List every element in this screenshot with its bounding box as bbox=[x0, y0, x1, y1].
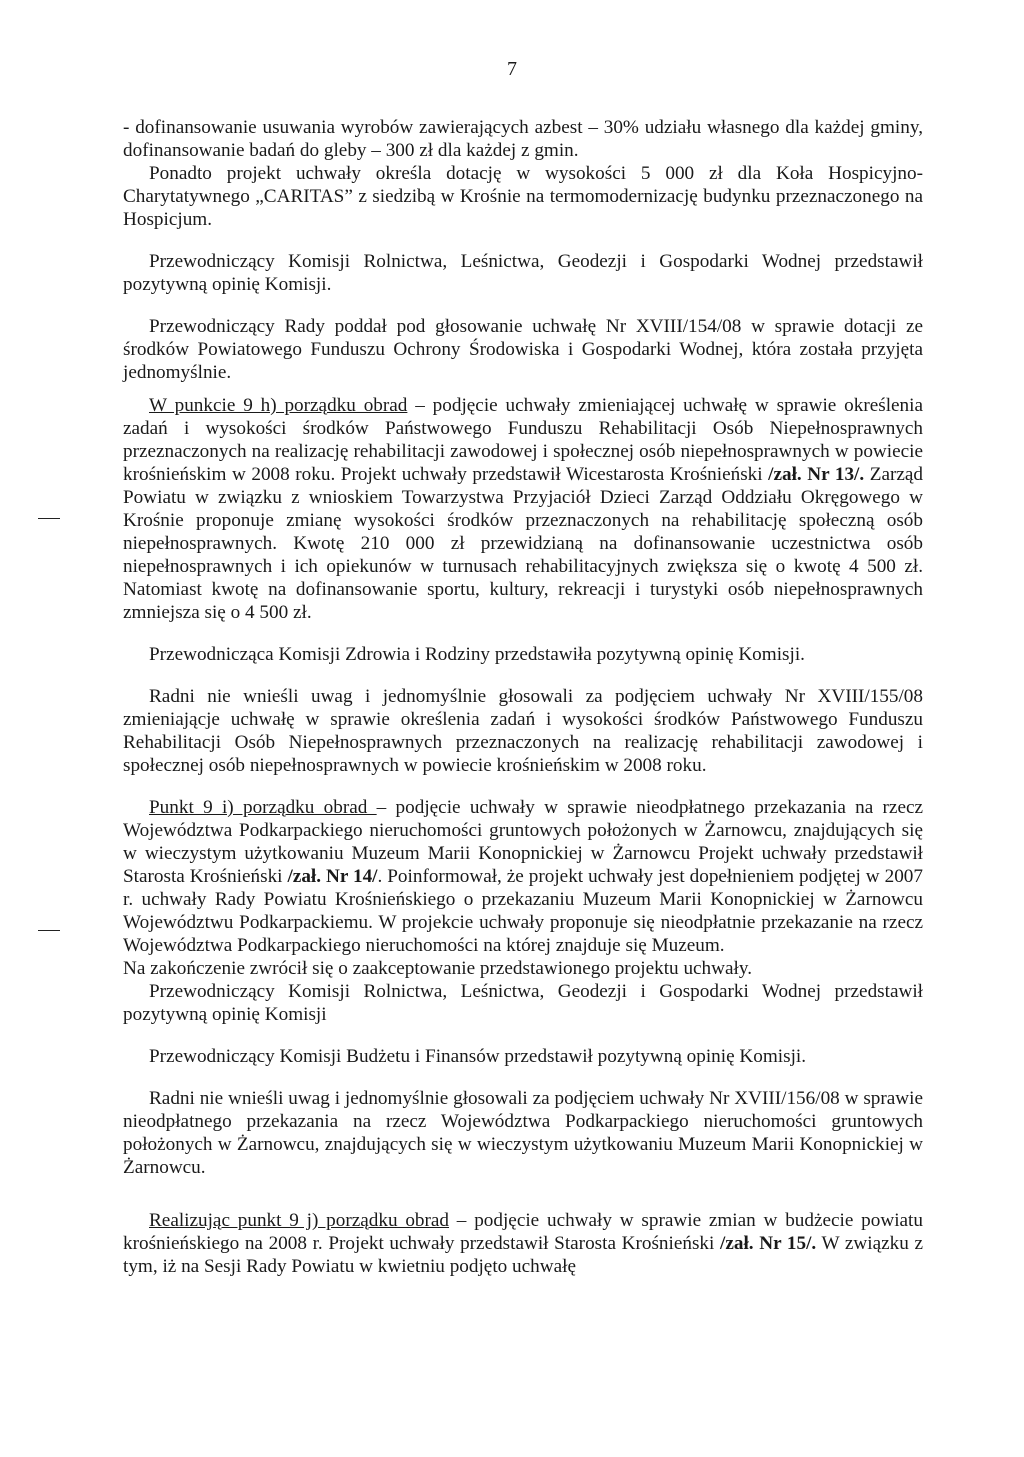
margin-mark bbox=[38, 518, 60, 519]
paragraph: Przewodniczący Komisji Budżetu i Finansów przedstawił pozytywną opinię Komisji. bbox=[149, 1046, 807, 1067]
paragraph-agenda-9h bbox=[123, 394, 923, 624]
page-number: 7 bbox=[507, 58, 517, 80]
paragraph: Przewodnicząca Komisji Zdrowia i Rodziny przedstawiła pozytywną opinię Komisji. bbox=[149, 644, 805, 665]
paragraph-text: W związku z tym, iż na Sesji Rady Powiatu w kwietniu podjęto uchwałę bbox=[123, 1233, 923, 1277]
paragraph: Na zakończenie zwrócił się o zaakceptowanie przedstawionego projektu uchwały. bbox=[123, 958, 752, 979]
paragraph-agenda-9i bbox=[123, 796, 923, 957]
paragraph: Ponadto projekt uchwały określa dotację w wysokości 5 000 zł dla Koła Hospicyjno-Charytatywnego „CARITAS” z siedzibą w Krośnie na termomodernizację budynku przeznaczonego na Hospicjum. bbox=[123, 163, 923, 230]
paragraph: Radni nie wnieśli uwag i jednomyślnie głosowali za podjęciem uchwały Nr XVIII/156/08 w sprawie nieodpłatnego przekazania na rzecz Województwa Podkarpackiego nieruchomości gruntowych położonych w Żarnowcu, znajdujących się w wieczystym użytkowaniu Muzeum Marii Konopnickiej w Żarnowcu. bbox=[123, 1088, 923, 1178]
paragraph-text: – podjęcie uchwały w sprawie zmian w budżecie powiatu krośnieńskiego na 2008 r. Projekt uchwały przedstawił Starosta Krośnieński bbox=[123, 1210, 923, 1254]
document-body bbox=[123, 116, 923, 1278]
paragraph: Radni nie wnieśli uwag i jednomyślnie głosowali za podjęciem uchwały Nr XVIII/155/08 zmieniającje uchwałę w sprawie określenia zadań i wysokości środków Państwowego Funduszu Rehabilitacji Osób Niepełnosprawnych przeznaczonych na realizację rehabilitacji zawodowej i społecznej osób niepełnosprawnych w powiecie krośnieńskim w 2008 roku. bbox=[123, 686, 923, 776]
paragraph-text: Zarząd Powiatu w związku z wnioskiem Towarzystwa Przyjaciół Dzieci Zarząd Oddziału Okręgowego w Krośnie proponuje zmianę wysokości środków przeznaczonych na rehabilitację społeczną osób niepełnosprawnych. Kwotę 210 000 zł przewidzianą na dofinansowanie uczestnictwa osób niepełnosprawnych i ich opiekunów w turnusach rehabilitacyjnych zwiększa się o kwotę 4 500 zł. Natomiast kwotę na dofinansowanie sportu, kultury, rekreacji i turystyki osób niepełnosprawnych zmniejsza się o 4 500 zł. bbox=[123, 464, 923, 623]
attachment-ref: /zał. Nr 13/. bbox=[768, 464, 865, 485]
paragraph: - dofinansowanie usuwania wyrobów zawierających azbest – 30% udziału własnego dla każdej gminy, dofinansowanie badań do gleby – 300 zł dla każdej z gmin. bbox=[123, 117, 923, 161]
attachment-ref: /zał. Nr 15/. bbox=[720, 1233, 817, 1254]
paragraph-text: – podjęcie uchwały w sprawie nieodpłatnego przekazania na rzecz Województwa Podkarpackiego nieruchomości gruntowych położonych w Żarnowcu, znajdujących się w wieczystym użytkowaniu Muzeum Marii Konopnickiej w Żarnowcu Projekt uchwały przedstawił Starosta Krośnieński bbox=[123, 797, 923, 887]
paragraph-text: . Poinformował, że projekt uchwały jest dopełnieniem podjętej w 2007 r. uchwały Rady Powiatu Krośnieńskiego o przekazaniu Muzeum Marii Konopnickiej w Żarnowcu Województwu Podkarpackiemu. W projekcie uchwały proponuje się nieodpłatnie przekazanie na rzecz Województwa Podkarpackiego nieruchomości na której znajduje się Muzeum. bbox=[123, 866, 923, 956]
attachment-ref: /zał. Nr 14/ bbox=[287, 866, 378, 887]
paragraph: Przewodniczący Komisji Rolnictwa, Leśnictwa, Geodezji i Gospodarki Wodnej przedstawił pozytywną opinię Komisji. bbox=[123, 251, 923, 295]
margin-mark bbox=[38, 930, 60, 931]
paragraph: Przewodniczący Rady poddał pod głosowanie uchwałę Nr XVIII/154/08 w sprawie dotacji ze środków Powiatowego Funduszu Ochrony Środowiska i Gospodarki Wodnej, która została przyjęta jednomyślnie. bbox=[123, 316, 923, 383]
paragraph-text: – podjęcie uchwały zmieniającej uchwałę w sprawie określenia zadań i wysokości środków Państwowego Funduszu Rehabilitacji Osób Niepełnosprawnych przeznaczonych na realizację rehabilitacji zawodowej i społecznej osób niepełnosprawnych w powiecie krośnieńskim w 2008 roku. Projekt uchwały przedstawił Wicestarosta Krośnieński bbox=[123, 395, 923, 485]
agenda-item-link: W punkcie 9 h) porządku obrad bbox=[149, 395, 408, 416]
agenda-item-link: Realizując punkt 9 j) porządku obrad bbox=[149, 1210, 450, 1231]
paragraph: Przewodniczący Komisji Rolnictwa, Leśnictwa, Geodezji i Gospodarki Wodnej przedstawił pozytywną opinię Komisji bbox=[123, 981, 923, 1025]
agenda-item-link: Punkt 9 i) porządku obrad bbox=[149, 797, 377, 818]
paragraph-agenda-9j bbox=[123, 1209, 923, 1278]
